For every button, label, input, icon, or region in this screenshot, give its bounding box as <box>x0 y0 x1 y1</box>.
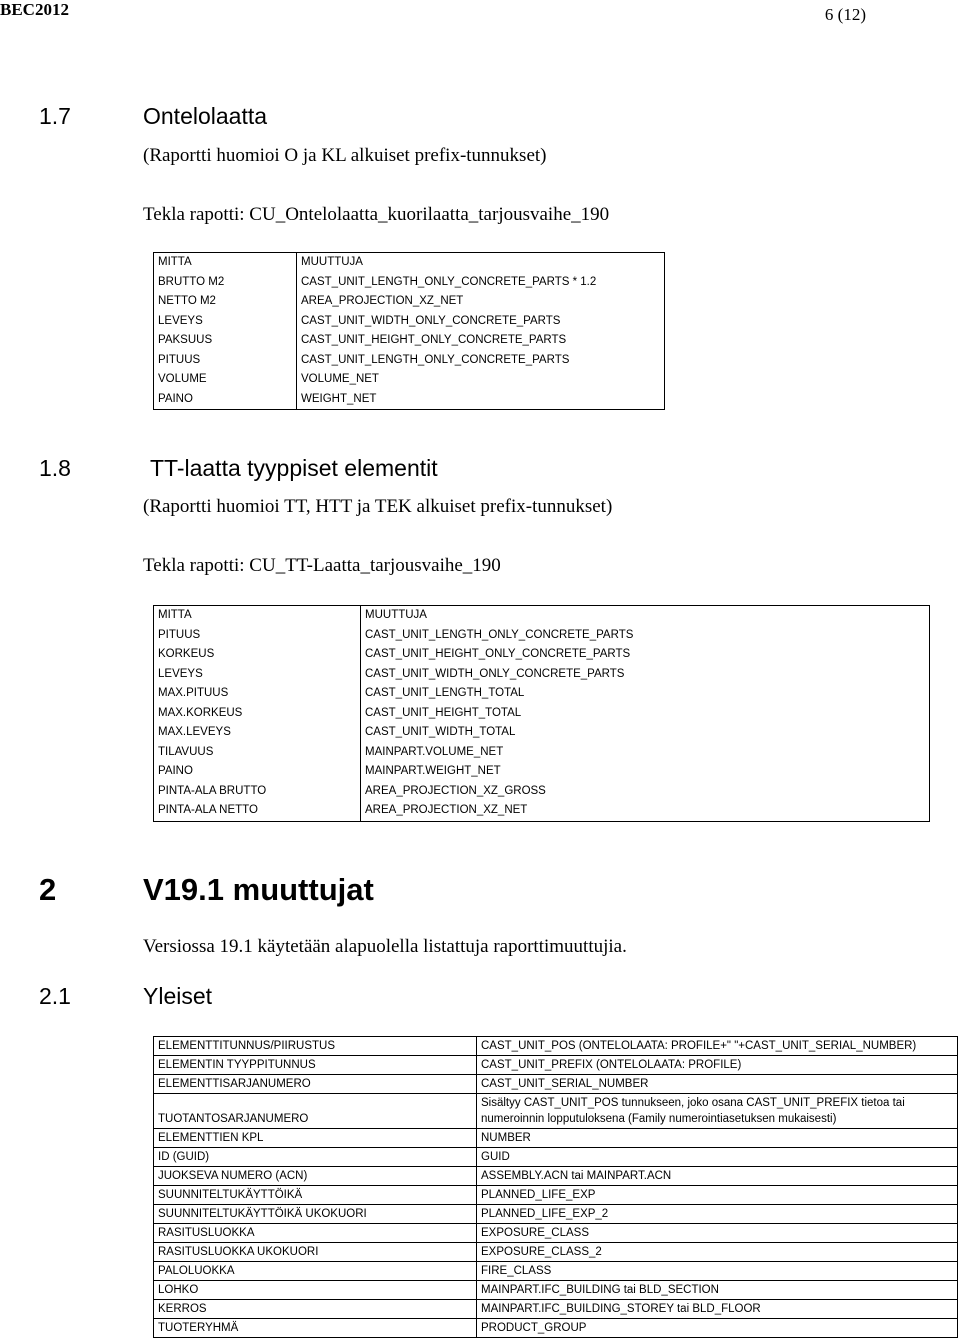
table-cell-measure: TUOTANTOSARJANUMERO <box>154 1094 477 1129</box>
table-cell-measure: ELEMENTTISARJANUMERO <box>154 1075 477 1094</box>
table-header-cell: MUUTTUJA <box>297 253 665 273</box>
table-row <box>154 782 930 802</box>
table-cell-measure: SUUNNITELTUKÄYTTÖIKÄ UKOKUORI <box>154 1205 477 1224</box>
section-1-7-report: Tekla rapotti: CU_Ontelolaatta_kuorilaatta_tarjousvaihe_190 <box>143 204 610 225</box>
table-cell-measure: MAX.PITUUS <box>158 687 229 699</box>
table-cell-variable: AREA_PROJECTION_XZ_NET <box>297 292 665 312</box>
table-cell-measure: PINTA-ALA BRUTTO <box>158 784 267 797</box>
table-cell-variable: CAST_UNIT_SERIAL_NUMBER <box>477 1075 958 1094</box>
chapter-2-title: V19.1 muuttujat <box>143 872 374 907</box>
table-cell-variable: MAINPART.IFC_BUILDING_STOREY tai BLD_FLOOR <box>477 1300 958 1319</box>
chapter-2-number: 2 <box>39 872 57 907</box>
section-1-8-number: 1.8 <box>39 455 71 481</box>
table-row <box>154 312 665 332</box>
table-cell-variable: CAST_UNIT_WIDTH_TOTAL <box>361 723 930 743</box>
section-1-7-note: (Raportti huomioi O ja KL alkuiset prefix-tunnukset) <box>143 145 547 166</box>
table-cell-variable: CAST_UNIT_HEIGHT_ONLY_CONCRETE_PARTS <box>297 331 665 351</box>
variables-table-ontelolaatta <box>153 252 665 410</box>
table-cell-variable: CAST_UNIT_PREFIX (ONTELOLAATA: PROFILE) <box>477 1056 958 1075</box>
table-cell-measure: PAKSUUS <box>158 334 213 346</box>
table-row <box>154 390 665 410</box>
table-row <box>154 1167 958 1186</box>
table-cell-measure: ELEMENTTITUNNUS/PIIRUSTUS <box>154 1037 477 1056</box>
table-row <box>154 1243 958 1262</box>
table-row <box>154 1205 958 1224</box>
table-row <box>154 743 930 763</box>
section-1-8-report: Tekla rapotti: CU_TT-Laatta_tarjousvaihe_190 <box>143 555 501 576</box>
section-1-8-note: (Raportti huomioi TT, HTT ja TEK alkuiset prefix-tunnukset) <box>143 496 613 517</box>
table-row <box>154 645 930 665</box>
table-cell-measure: PAINO <box>158 392 193 405</box>
table-cell-measure: RASITUSLUOKKA UKOKUORI <box>154 1243 477 1262</box>
section-1-7-number: 1.7 <box>39 103 71 129</box>
table-cell-measure: NETTO M2 <box>158 295 216 307</box>
table-header-row <box>154 253 665 273</box>
table-cell-variable: CAST_UNIT_LENGTH_ONLY_CONCRETE_PARTS * 1.2 <box>297 273 665 293</box>
table-cell-measure: PAINO <box>158 765 193 777</box>
table-header-row <box>154 606 930 626</box>
page-number: 6 (12) <box>824 5 866 24</box>
table-header-cell: MITTA <box>158 609 192 621</box>
table-cell-measure: VOLUME <box>158 373 207 385</box>
table-row <box>154 1319 958 1338</box>
table-cell-measure: PINTA-ALA NETTO <box>158 804 258 816</box>
table-row <box>154 1300 958 1319</box>
table-cell-measure: KORKEUS <box>158 648 215 660</box>
table-cell-measure: MAX.KORKEUS <box>158 706 243 719</box>
table-row <box>154 1224 958 1243</box>
table-cell-measure: TUOTERYHMÄ <box>154 1319 477 1338</box>
table-cell-variable: CAST_UNIT_LENGTH_TOTAL <box>361 684 930 704</box>
table-cell-measure: SUUNNITELTUKÄYTTÖIKÄ <box>154 1186 477 1205</box>
table-cell-measure: RASITUSLUOKKA <box>154 1224 477 1243</box>
table-row <box>154 801 930 821</box>
table-cell-variable: PLANNED_LIFE_EXP_2 <box>477 1205 958 1224</box>
table-cell-measure: BRUTTO M2 <box>158 275 225 288</box>
table-row <box>154 1186 958 1205</box>
table-cell-variable: CAST_UNIT_LENGTH_ONLY_CONCRETE_PARTS <box>361 626 930 646</box>
header-title: BEC2012 <box>0 0 69 19</box>
table-row <box>154 1262 958 1281</box>
table-cell-measure: JUOKSEVA NUMERO (ACN) <box>154 1167 477 1186</box>
table-cell-measure: KERROS <box>154 1300 477 1319</box>
table-cell-measure: PITUUS <box>158 628 201 641</box>
table-cell-variable: GUID <box>477 1148 958 1167</box>
table-cell-variable: CAST_UNIT_WIDTH_ONLY_CONCRETE_PARTS <box>297 312 665 332</box>
table-row <box>154 1075 958 1094</box>
table-cell-variable: VOLUME_NET <box>297 370 665 390</box>
table-row <box>154 351 665 371</box>
table-cell-variable: EXPOSURE_CLASS_2 <box>477 1243 958 1262</box>
table-cell-measure: LEVEYS <box>158 314 203 327</box>
table-row <box>154 1037 958 1056</box>
table-cell-variable: AREA_PROJECTION_XZ_GROSS <box>361 782 930 802</box>
table-cell-measure: TILAVUUS <box>158 745 214 758</box>
table-cell-variable: EXPOSURE_CLASS <box>477 1224 958 1243</box>
table-row <box>154 665 930 685</box>
section-2-1-number: 2.1 <box>39 983 71 1009</box>
table-row <box>154 331 665 351</box>
section-1-7-title: Ontelolaatta <box>143 103 268 129</box>
table-row <box>154 1129 958 1148</box>
chapter-2-intro: Versiossa 19.1 käytetään alapuolella listattuja raporttimuuttujia. <box>143 936 627 957</box>
table-row <box>154 1148 958 1167</box>
table-row <box>154 723 930 743</box>
table-header-cell: MITTA <box>158 256 192 268</box>
table-cell-measure: PALOLUOKKA <box>154 1262 477 1281</box>
table-row <box>154 292 665 312</box>
table-cell-measure: MAX.LEVEYS <box>158 726 231 738</box>
table-cell-variable: AREA_PROJECTION_XZ_NET <box>361 801 930 821</box>
table-cell-variable: Sisältyy CAST_UNIT_POS tunnukseen, joko osana CAST_UNIT_PREFIX tietoa tai numeroinnin lopputuloksena (Family numerointiasetuksen mukaisesti) <box>477 1094 958 1129</box>
table-row <box>154 762 930 782</box>
table-cell-measure: ID (GUID) <box>154 1148 477 1167</box>
table-cell-variable: MAINPART.VOLUME_NET <box>361 743 930 763</box>
table-cell-variable: NUMBER <box>477 1129 958 1148</box>
table-cell-measure: ELEMENTTIEN KPL <box>154 1129 477 1148</box>
table-cell-variable: CAST_UNIT_POS (ONTELOLAATA: PROFILE+" "+CAST_UNIT_SERIAL_NUMBER) <box>477 1037 958 1056</box>
table-cell-measure: LOHKO <box>154 1281 477 1300</box>
table-row <box>154 626 930 646</box>
variables-table-tt-laatta <box>153 605 930 822</box>
table-row <box>154 370 665 390</box>
table-cell-variable: CAST_UNIT_HEIGHT_ONLY_CONCRETE_PARTS <box>361 645 930 665</box>
table-cell-variable: MAINPART.IFC_BUILDING tai BLD_SECTION <box>477 1281 958 1300</box>
table-cell-measure: LEVEYS <box>158 667 203 680</box>
variables-table-yleiset <box>153 1036 958 1338</box>
table-cell-variable: CAST_UNIT_HEIGHT_TOTAL <box>361 704 930 724</box>
table-row <box>154 1056 958 1075</box>
table-row <box>154 1281 958 1300</box>
table-header-cell: MUUTTUJA <box>361 606 930 626</box>
table-cell-measure: ELEMENTIN TYYPPITUNNUS <box>154 1056 477 1075</box>
section-2-1-title: Yleiset <box>143 983 213 1009</box>
table-row <box>154 273 665 293</box>
table-row <box>154 704 930 724</box>
table-cell-variable: CAST_UNIT_LENGTH_ONLY_CONCRETE_PARTS <box>297 351 665 371</box>
table-cell-variable: PRODUCT_GROUP <box>477 1319 958 1338</box>
table-cell-variable: CAST_UNIT_WIDTH_ONLY_CONCRETE_PARTS <box>361 665 930 685</box>
table-cell-variable: WEIGHT_NET <box>297 390 665 410</box>
table-cell-variable: ASSEMBLY.ACN tai MAINPART.ACN <box>477 1167 958 1186</box>
table-cell-variable: PLANNED_LIFE_EXP <box>477 1186 958 1205</box>
table-cell-variable: MAINPART.WEIGHT_NET <box>361 762 930 782</box>
table-cell-variable: FIRE_CLASS <box>477 1262 958 1281</box>
section-1-8-title: TT-laatta tyyppiset elementit <box>150 455 438 481</box>
table-cell-measure: PITUUS <box>158 353 201 366</box>
table-row <box>154 684 930 704</box>
table-row <box>154 1094 958 1129</box>
